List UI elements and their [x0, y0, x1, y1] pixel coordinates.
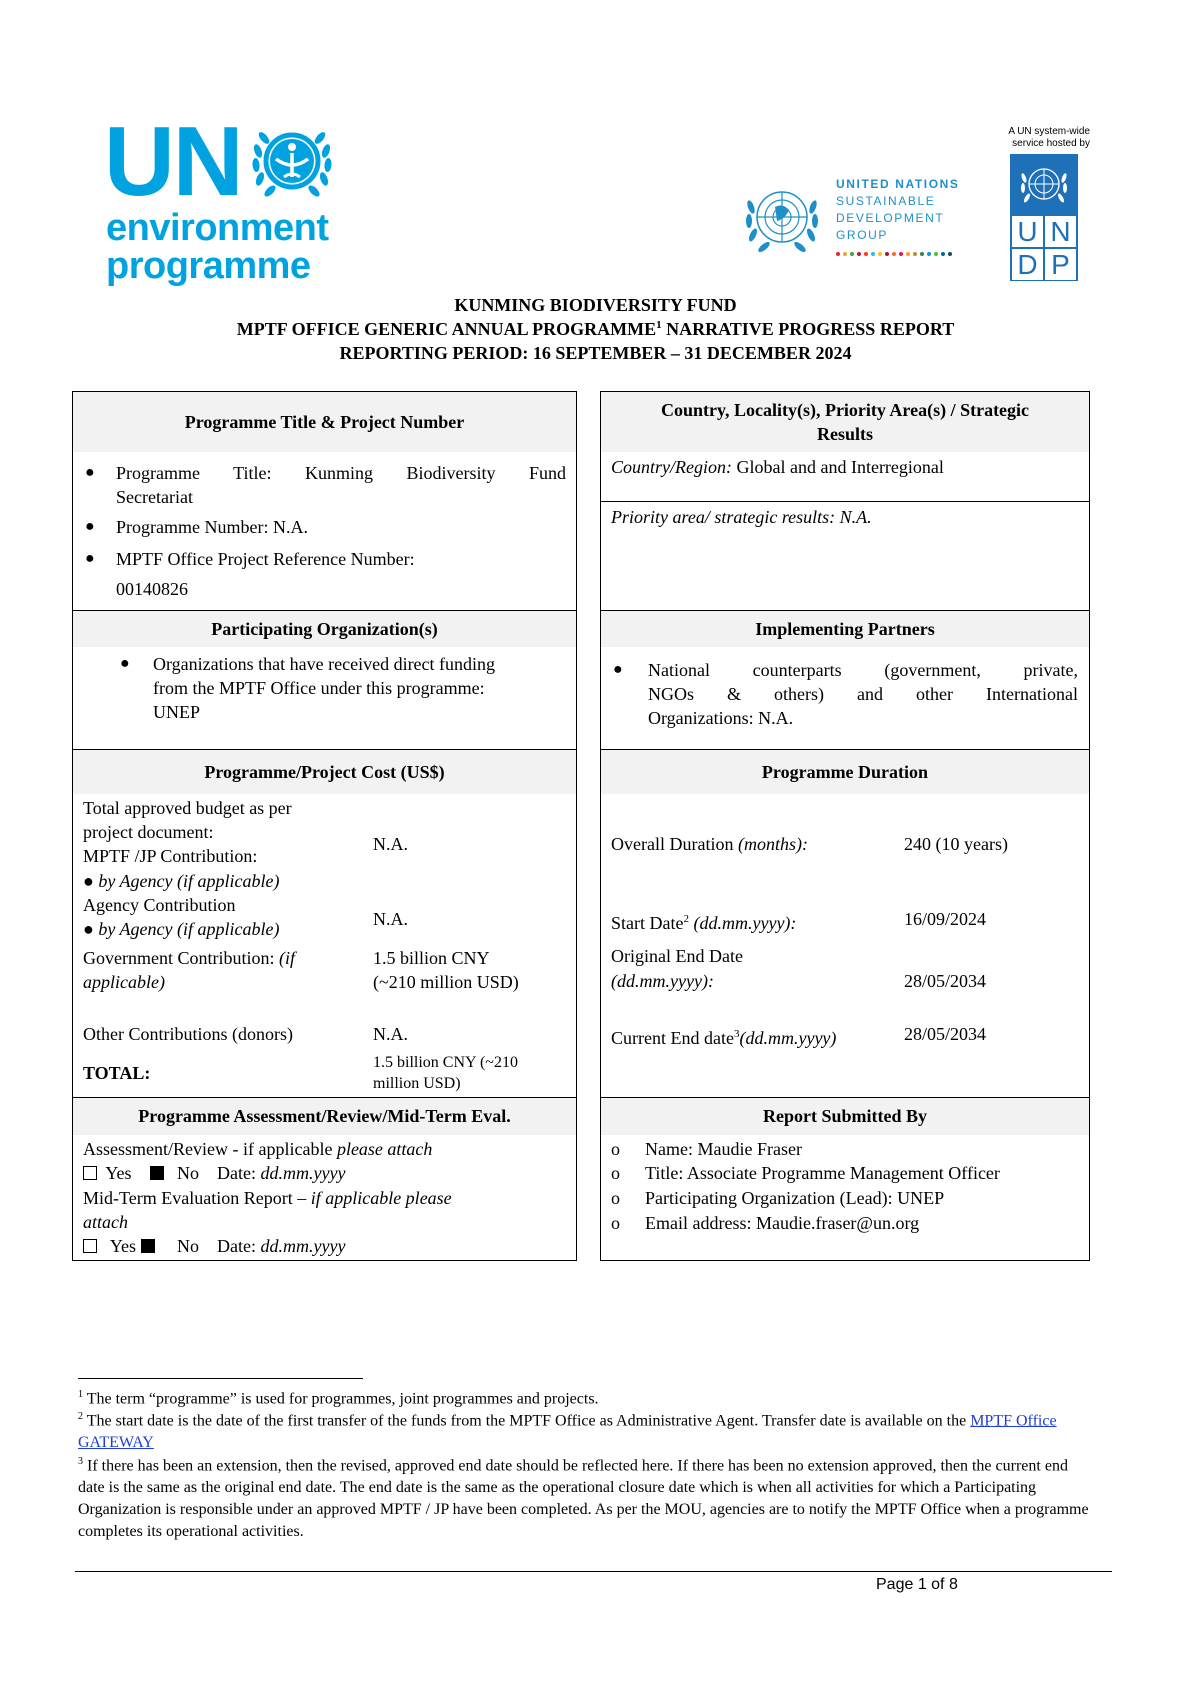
- cost-heading: Programme/Project Cost (US$): [73, 750, 576, 794]
- submitted-marker: o: [611, 1163, 620, 1183]
- undp-box: [1010, 154, 1078, 281]
- no-checkbox[interactable]: [150, 1166, 164, 1180]
- footnote-1-number: 1: [78, 1389, 83, 1400]
- participating-line2: from the MPTF Office under this programme:: [153, 678, 485, 698]
- divider: [601, 501, 1089, 502]
- submitted-marker: o: [611, 1188, 620, 1208]
- unsdg-line1: UNITED NATIONS: [836, 177, 960, 191]
- implementing-partners-box: [600, 610, 1090, 750]
- undp-letter-d: D: [1012, 249, 1043, 280]
- footnote-2: [78, 1406, 1098, 1454]
- unep-logo-programme: programme: [106, 245, 311, 287]
- submitted-by-box: [600, 1097, 1090, 1261]
- gov-line1: [83, 946, 295, 970]
- submitted-marker: o: [611, 1213, 620, 1233]
- implementing-partners-heading: Implementing Partners: [601, 611, 1089, 647]
- start-date-text: Start Date: [611, 913, 684, 933]
- agency-value: N.A.: [373, 909, 408, 929]
- un-emblem-icon: [1016, 158, 1072, 212]
- implementing-line2: NGOs & others) and other International: [648, 684, 1078, 704]
- priority-area: [611, 505, 872, 529]
- footnote-ref-1: 1: [656, 319, 662, 331]
- fund-title: KUNMING BIODIVERSITY FUND: [454, 295, 737, 315]
- current-end-label: [611, 1022, 836, 1050]
- programme-title-line1: Programme Title: Kunming Biodiversity Fund: [116, 463, 566, 483]
- footnote-ref-2: 2: [683, 913, 689, 925]
- original-end-value: 28/05/2034: [904, 971, 987, 991]
- report-title-text: MPTF OFFICE GENERIC ANNUAL PROGRAMME: [236, 319, 657, 339]
- duration-heading: Programme Duration: [601, 750, 1089, 794]
- unsdg-line3: DEVELOPMENT: [836, 211, 945, 225]
- bullet-icon: ●: [613, 661, 623, 678]
- programme-title-line2: Secretariat: [116, 487, 193, 507]
- agency-line2: [83, 917, 279, 941]
- report-title-text-end: NARRATIVE PROGRESS REPORT: [661, 319, 955, 339]
- sdg-color-dots: [836, 252, 952, 256]
- country-region-label: Country/Region:: [611, 457, 732, 477]
- other-contributions-label: Other Contributions (donors): [83, 1024, 293, 1044]
- bullet-icon: ●: [85, 550, 95, 567]
- overall-duration-italic: (months):: [737, 834, 808, 854]
- cost-box: [72, 749, 577, 1098]
- start-date-format: (dd.mm.yyyy):: [688, 913, 797, 933]
- participating-orgs-heading: Participating Organization(s): [73, 611, 576, 647]
- priority-area-text: Priority area/ strategic results: N.A.: [611, 507, 872, 527]
- footnote-2-number: 2: [78, 1411, 83, 1422]
- overall-duration-label: [611, 832, 808, 856]
- programme-number: Programme Number: N.A.: [116, 517, 308, 537]
- report-title: [0, 317, 1191, 341]
- undp-caption-line1: A UN system-wide: [1008, 126, 1090, 137]
- budget-line1: Total approved budget as per: [83, 798, 292, 818]
- footnote-2-text: The start date is the date of the first transfer of the funds from the MPTF Office as Administrative Agent. Transfer date is available on the: [83, 1412, 971, 1430]
- footnote-ref-3: 3: [733, 1028, 740, 1040]
- submitted-name: Name: Maudie Fraser: [645, 1139, 802, 1159]
- date-value: dd.mm.yyyy: [260, 1163, 346, 1183]
- mid-date-value: dd.mm.yyyy: [260, 1236, 346, 1256]
- original-end-line2: [611, 969, 714, 993]
- mid-term-line2-text: attach: [83, 1212, 128, 1232]
- mid-term-options-row: [83, 1234, 346, 1258]
- mid-term-text: Mid-Term Evaluation Report –: [83, 1188, 311, 1208]
- gov-line2-text: applicable): [83, 972, 165, 992]
- gov-line2: [83, 970, 165, 994]
- participating-line3: UNEP: [153, 702, 201, 722]
- budget-line4-text: by Agency (if applicable): [98, 871, 280, 891]
- date-label: Date:: [217, 1163, 261, 1183]
- gov-value-line1: 1.5 billion CNY: [373, 948, 490, 968]
- bullet-icon: ●: [85, 464, 95, 481]
- unsdg-line2: SUSTAINABLE: [836, 194, 936, 208]
- project-reference-label: MPTF Office Project Reference Number:: [116, 549, 415, 569]
- programme-title-box: [72, 391, 577, 611]
- budget-line4: [83, 869, 279, 893]
- duration-box: [600, 749, 1090, 1098]
- reporting-period: REPORTING PERIOD: 16 SEPTEMBER – 31 DECEMBER 2024: [339, 343, 852, 363]
- unsdg-line4: GROUP: [836, 228, 889, 242]
- mid-no-label: No: [177, 1236, 200, 1256]
- assessment-line1-text: Assessment/Review - if applicable: [83, 1139, 337, 1159]
- participating-line1: Organizations that have received direct funding: [153, 654, 496, 674]
- budget-value: N.A.: [373, 834, 408, 854]
- assessment-box: [72, 1097, 577, 1261]
- country-heading: [601, 392, 1089, 452]
- undp-letter-u: U: [1012, 216, 1043, 247]
- mid-yes-checkbox[interactable]: [83, 1239, 97, 1253]
- assessment-line1: [83, 1137, 432, 1161]
- original-end-line1: Original End Date: [611, 946, 743, 966]
- undp-caption: [980, 126, 1090, 150]
- agency-line2-text: by Agency (if applicable): [98, 919, 280, 939]
- yes-label: Yes: [105, 1163, 132, 1183]
- assessment-heading: Programme Assessment/Review/Mid-Term Eval.: [73, 1098, 576, 1135]
- unep-logo-un: UN: [104, 106, 242, 216]
- footnote-3-text: If there has been an extension, then the revised, approved end date should be reflected here. If there has been no extension approved, then the current end date is the same as the original end date. The end date is the same as the operational closure date which is when all activities for which a Participating Organization is responsible under an approved MPTF / JP have been completed. As per the MOU, agencies are to notify the MPTF Office when a programme completes its operational activities.: [78, 1457, 1089, 1541]
- overall-duration-value: 240 (10 years): [904, 834, 1008, 854]
- start-date-value: 16/09/2024: [904, 909, 987, 929]
- gov-line1-text: Government Contribution:: [83, 948, 279, 968]
- bullet-icon: ●: [83, 871, 99, 891]
- mid-term-italic: if applicable please: [310, 1188, 452, 1208]
- submitted-email: Email address: Maudie.fraser@un.org: [645, 1213, 920, 1233]
- page-number: Page 1 of 8: [876, 1576, 958, 1593]
- no-label: No: [177, 1163, 200, 1183]
- original-end-format: (dd.mm.yyyy):: [611, 971, 714, 991]
- programme-title-heading: Programme Title & Project Number: [73, 392, 576, 452]
- country-region: [611, 455, 944, 479]
- submitted-organization: Participating Organization (Lead): UNEP: [645, 1188, 945, 1208]
- implementing-line1: National counterparts (government, private,: [648, 660, 1078, 680]
- country-heading-line1: Country, Locality(s), Priority Area(s) / Strategic: [660, 400, 1030, 420]
- submitted-marker: o: [611, 1139, 620, 1159]
- unep-emblem-icon: [247, 117, 337, 205]
- agency-line1: Agency Contribution: [83, 895, 236, 915]
- country-region-value: Global and and Interregional: [736, 457, 944, 477]
- undp-letter-p: P: [1045, 249, 1076, 280]
- mid-no-checkbox[interactable]: [141, 1239, 155, 1253]
- overall-duration-text: Overall Duration: [611, 834, 738, 854]
- gov-value-line2: (~210 million USD): [373, 972, 519, 992]
- project-reference-number: 00140826: [116, 579, 188, 599]
- bullet-icon: ●: [85, 518, 95, 535]
- start-date-label: [611, 907, 796, 935]
- undp-letter-n: N: [1045, 216, 1076, 247]
- total-value-line1: 1.5 billion CNY (~210: [373, 1054, 518, 1071]
- undp-caption-line2: service hosted by: [1012, 138, 1090, 149]
- bullet-icon: ●: [120, 655, 130, 672]
- mptf-gateway-link[interactable]: MPTF Office GATEWAY: [78, 1412, 1057, 1452]
- current-end-value: 28/05/2034: [904, 1024, 987, 1044]
- country-heading-line2: Results: [816, 424, 873, 444]
- budget-line2: project document:: [83, 822, 214, 842]
- footnote-rule: [78, 1378, 363, 1379]
- mid-date-label: Date:: [217, 1236, 261, 1256]
- total-value-line2: million USD): [373, 1075, 461, 1092]
- implementing-line3: Organizations: N.A.: [648, 708, 794, 728]
- participating-orgs-box: [72, 610, 577, 750]
- footer-rule: [75, 1571, 1112, 1572]
- unep-logo-environment: environment: [106, 207, 329, 249]
- mid-term-line2: [83, 1210, 128, 1234]
- footnote-1-text: The term “programme” is used for programmes, joint programmes and projects.: [83, 1390, 599, 1408]
- current-end-text: Current End date: [611, 1028, 734, 1048]
- bullet-icon: ●: [83, 919, 99, 939]
- country-box: [600, 391, 1090, 611]
- gov-line1-italic: (if: [278, 948, 295, 968]
- mid-yes-label: Yes: [109, 1236, 137, 1256]
- mid-term-line1: [83, 1186, 452, 1210]
- assessment-line1-italic: please attach: [336, 1139, 433, 1159]
- current-end-format: (dd.mm.yyyy): [739, 1028, 837, 1048]
- other-contributions-value: N.A.: [373, 1024, 408, 1044]
- total-label: TOTAL:: [83, 1063, 151, 1083]
- footnote-3: [78, 1451, 1098, 1543]
- un-globe-emblem-icon: [739, 177, 825, 257]
- yes-checkbox[interactable]: [83, 1166, 97, 1180]
- footnote-3-number: 3: [78, 1456, 83, 1467]
- submitted-by-heading: Report Submitted By: [601, 1098, 1089, 1135]
- submitted-title: Title: Associate Programme Management Officer: [645, 1163, 1000, 1183]
- assessment-options-row: [83, 1161, 346, 1185]
- budget-line3: MPTF /JP Contribution:: [83, 846, 258, 866]
